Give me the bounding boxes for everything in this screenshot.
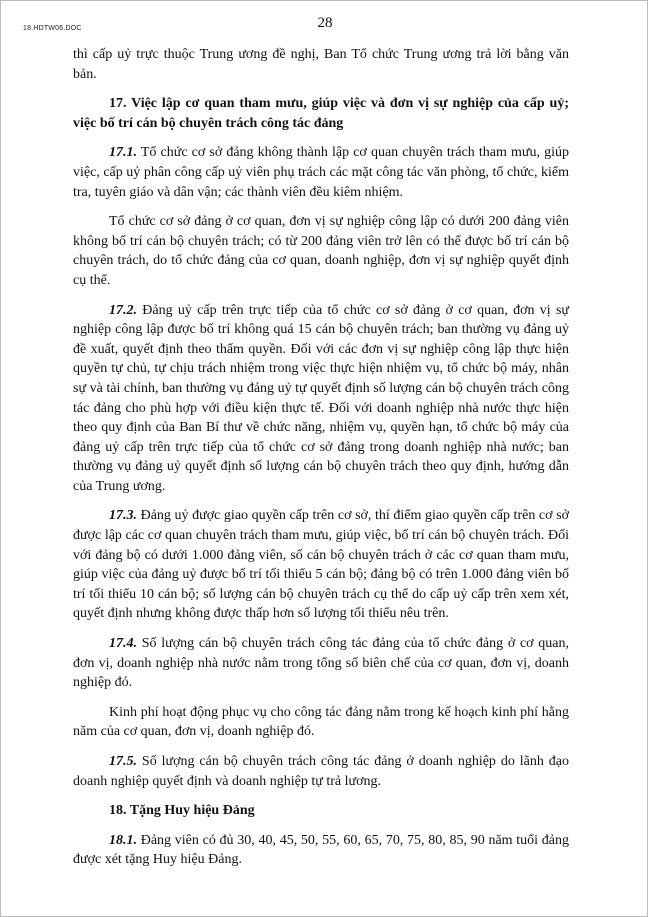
clause-number: 17.4.	[109, 636, 137, 652]
paragraph-17-4-b: Kinh phí hoạt động phục vụ cho công tác đảng nằm trong kế hoạch kinh phí hằng năm của cơ quan, đơn vị, doanh nghiệp đó.	[73, 704, 569, 740]
page-number: 28	[317, 15, 333, 31]
clause-number: 17.2.	[109, 302, 137, 318]
clause-text: Số lượng cán bộ chuyên trách công tác đảng của tổ chức đảng ở cơ quan, đơn vị, doanh nghiệp nhà nước nằm trong tổng số biên chế của cơ quan, đơn vị, doanh nghiệp đó.	[73, 636, 569, 691]
section-heading-17: 17. Việc lập cơ quan tham mưu, giúp việc và đơn vị sự nghiệp của cấp uỷ; việc bố trí cán bộ chuyên trách công tác đảng	[73, 96, 569, 131]
clause-text: Tổ chức cơ sở đảng không thành lập cơ quan chuyên trách tham mưu, giúp việc, cấp uỷ phân công cấp uỷ viên phụ trách các mặt công tác văn phòng, tổ chức, kiểm tra, tuyên giáo và dân vận; các thành viên đều kiêm nhiệm.	[73, 145, 569, 200]
section-heading-18: 18. Tặng Huy hiệu Đảng	[109, 803, 255, 819]
clause-text: Đảng uỷ được giao quyền cấp trên cơ sở, thí điểm giao quyền cấp trên cơ sở được lập các cơ quan chuyên trách tham mưu, giúp việc, bố trí cán bộ chuyên trách. Đối với đảng bộ có dưới 1.000 đảng viên, số cán bộ chuyên trách ở các cơ quan tham mưu, giúp việc của đảng uỷ được bố trí tối thiểu 5 cán bộ; đảng bộ có trên 1.000 đảng viên bố trí tối thiểu 10 cán bộ; số lượng cán bộ chuyên trách cụ thể do cấp uỷ cấp trên xem xét, quyết định nhưng không được thấp hơn số lượng tối thiểu nêu trên.	[73, 508, 569, 622]
clause-text: Đảng viên có đủ 30, 40, 45, 50, 55, 60, 65, 70, 75, 80, 85, 90 năm tuổi đảng được xét tặng Huy hiệu Đảng.	[73, 832, 569, 868]
document-body	[73, 45, 569, 880]
clause-text: Số lượng cán bộ chuyên trách công tác đảng ở doanh nghiệp do lãnh đạo doanh nghiệp quyết định và doanh nghiệp tự trả lương.	[73, 754, 569, 789]
paragraph-17-5	[73, 752, 569, 791]
clause-number: 17.1.	[109, 145, 137, 161]
clause-number: 17.3.	[109, 508, 137, 524]
paragraph-17-1-b: Tổ chức cơ sở đảng ở cơ quan, đơn vị sự nghiệp công lập có dưới 200 đảng viên không bố trí cán bộ chuyên trách; có từ 200 đảng viên trở lên có thể được bố trí cán bộ chuyên trách, do tổ chức đảng của cơ quan, doanh nghiệp, đơn vị sự nghiệp quyết định cụ thể.	[73, 214, 569, 288]
clause-number: 18.1.	[109, 832, 137, 848]
paragraph-17-1	[73, 143, 569, 202]
paragraph-continuation: thì cấp uỷ trực thuộc Trung ương đề nghị, Ban Tổ chức Trung ương trả lời bằng văn bản.	[73, 47, 569, 82]
paragraph-17-3	[73, 506, 569, 624]
clause-text: Đảng uỷ cấp trên trực tiếp của tổ chức cơ sở đảng ở cơ quan, đơn vị sự nghiệp công lập được bố trí không quá 15 cán bộ chuyên trách; ban thường vụ đảng uỷ đề xuất, quyết định theo thẩm quyền. Đối với các đơn vị sự nghiệp công lập thực hiện quyền tự chủ, tự chịu trách nhiệm trong việc thực hiện nhiệm vụ, tổ chức bộ máy, nhân sự và tài chính, ban thường vụ đảng uỷ tự quyết định số lượng cán bộ chuyên trách công tác đảng cho phù hợp với điều kiện thực tế. Đối với doanh nghiệp nhà nước thực hiện theo quy định của Ban Bí thư về chức năng, nhiệm vụ, quyền hạn, tổ chức bộ máy của đảng uỷ cấp trên trực tiếp của tổ chức cơ sở đảng trong doanh nghiệp nhà nước; ban thường vụ đảng uỷ quyết định số lượng cán bộ chuyên trách theo quy định, hướng dẫn của Trung ương.	[73, 302, 569, 494]
paragraph-17-2	[73, 301, 569, 497]
paragraph-18-1	[73, 831, 569, 870]
clause-number: 17.5.	[109, 754, 137, 769]
document-filename: 18.HDTW06.DOC	[23, 25, 82, 32]
paragraph-17-4	[73, 634, 569, 693]
